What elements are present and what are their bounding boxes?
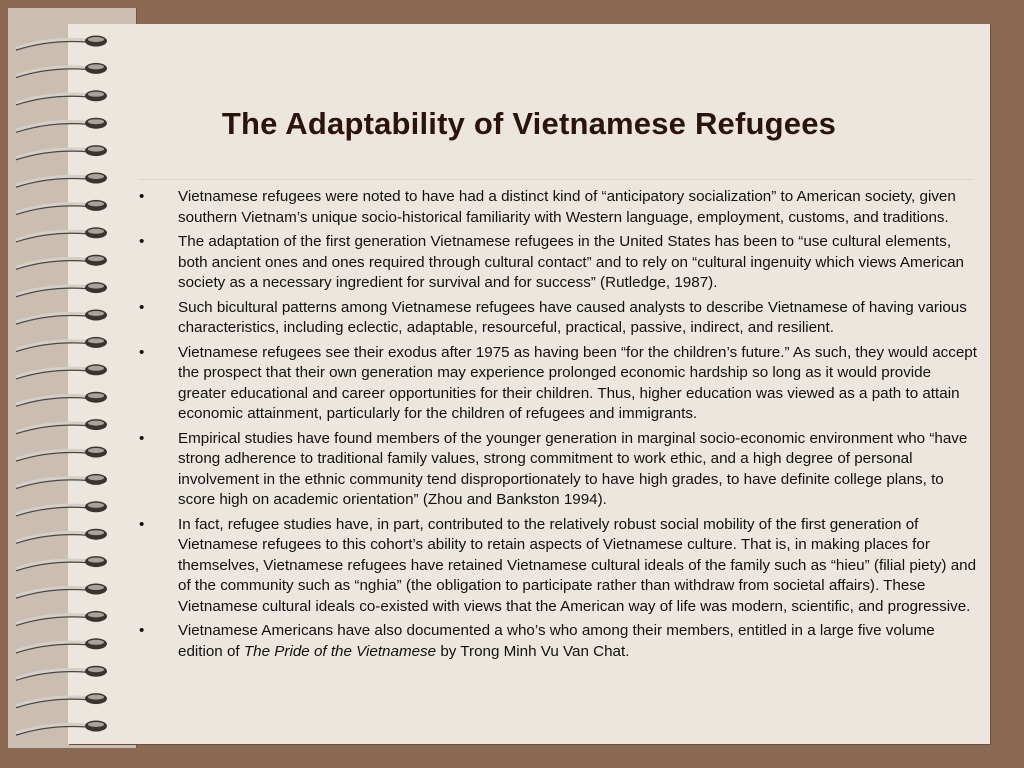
spiral-coil bbox=[16, 392, 107, 407]
spiral-coil bbox=[16, 282, 107, 297]
spiral-coil bbox=[16, 145, 107, 160]
spiral-coil bbox=[16, 364, 107, 379]
spiral-coil bbox=[16, 611, 107, 626]
spiral-coil bbox=[16, 90, 107, 105]
bullet-item bbox=[138, 232, 978, 294]
bullet-dot: • bbox=[139, 298, 145, 316]
title-divider bbox=[138, 179, 974, 180]
bullet-item bbox=[138, 429, 978, 511]
bullet-text-after: by Trong Minh Vu Van Chat. bbox=[436, 642, 630, 660]
bullet-item bbox=[138, 298, 978, 339]
spiral-coil bbox=[16, 666, 107, 681]
spiral-coil bbox=[16, 337, 107, 352]
bullet-dot: • bbox=[139, 429, 145, 447]
spiral-binding-icon bbox=[10, 26, 120, 742]
spiral-coil bbox=[16, 556, 107, 571]
bullet-item bbox=[138, 187, 978, 228]
spiral-coil bbox=[16, 529, 107, 544]
spiral-coil bbox=[16, 584, 107, 599]
spiral-coil bbox=[16, 447, 107, 462]
bullet-list bbox=[138, 187, 978, 666]
spiral-coil bbox=[16, 63, 107, 78]
bullet-text: Such bicultural patterns among Vietnamese refugees have caused analysts to describe Vietnamese of having various characteristics, including eclectic, adaptable, resourceful, practical, passive, indirect, and resilient. bbox=[178, 298, 967, 336]
spiral-coil bbox=[16, 118, 107, 133]
bullet-dot: • bbox=[139, 233, 145, 250]
spiral-coil bbox=[16, 36, 107, 51]
spiral-coil bbox=[16, 693, 107, 708]
bullet-dot: • bbox=[139, 515, 145, 533]
bullet-dot: • bbox=[139, 343, 145, 361]
spiral-coil bbox=[16, 474, 107, 489]
bullet-dot: • bbox=[139, 622, 145, 639]
bullet-item bbox=[138, 621, 978, 662]
bullet-text: Empirical studies have found members of the younger generation in marginal socio-economic environment who “have strong adherence to traditional family values, strong commitment to work ethic, and a high degree of personal involvement in the ethnic community tend disproportionately to have high grades, to have definite college plans, to score high on academic orientation” (Zhou and Bankston 1994). bbox=[178, 429, 968, 508]
spiral-coil bbox=[16, 200, 107, 215]
spiral-coil bbox=[16, 501, 107, 516]
bullet-item bbox=[138, 343, 978, 425]
bullet-text: Vietnamese refugees were noted to have had a distinct kind of “anticipatory socialization” to American society, given southern Vietnam’s unique socio-historical familiarity with Western language, employment, customs, and traditions. bbox=[178, 188, 956, 226]
spiral-coil bbox=[16, 227, 107, 242]
spiral-coil bbox=[16, 721, 107, 736]
book-title: The Pride of the Vietnamese bbox=[243, 642, 437, 660]
bullet-dot: • bbox=[139, 188, 145, 205]
bullet-item bbox=[138, 515, 978, 618]
spiral-coil bbox=[16, 419, 107, 434]
slide-title: The Adaptability of Vietnamese Refugees bbox=[221, 106, 837, 141]
spiral-coil bbox=[16, 638, 107, 653]
bullet-text-before: Vietnamese Americans have also documented a who’s who among their members, entitled in a large five volume edition of bbox=[178, 622, 935, 660]
spiral-coil bbox=[16, 255, 107, 270]
bullet-text: The adaptation of the first generation Vietnamese refugees in the United States has been to “use cultural elements, both ancient ones and ones required through cultural contact” and to rely on “cultural ingenuity which views American society as a necessary ingredient for survival and for success” (Rutledge, 1987). bbox=[178, 233, 964, 291]
spiral-coil bbox=[16, 173, 107, 188]
bullet-text: In fact, refugee studies have, in part, contributed to the relatively robust social mobility of the first generation of Vietnamese refugees to this cohort’s ability to retain aspects of Vietnamese culture. That is, in making places for themselves, Vietnamese refugees have retained Vietnamese cultural ideals of the family such as “hieu” (filial piety) and of the community such as “nghia” (the obligation to participate rather than withdraw from societal affairs). These Vietnamese cultural ideals co-existed with views that the American way of life was modern, scientific, and progressive. bbox=[178, 515, 977, 615]
spiral-coil bbox=[16, 310, 107, 325]
slide-page bbox=[68, 24, 990, 744]
bullet-text: Vietnamese refugees see their exodus after 1975 as having been “for the children’s future.” As such, they would accept the prospect that their own generation may experience prolonged economic hardship so long as it would provide greater educational and career opportunities for their children. Thus, higher education was viewed as a path to attain economic attainment, particularly for the children of refugees and immigrants. bbox=[178, 343, 977, 422]
